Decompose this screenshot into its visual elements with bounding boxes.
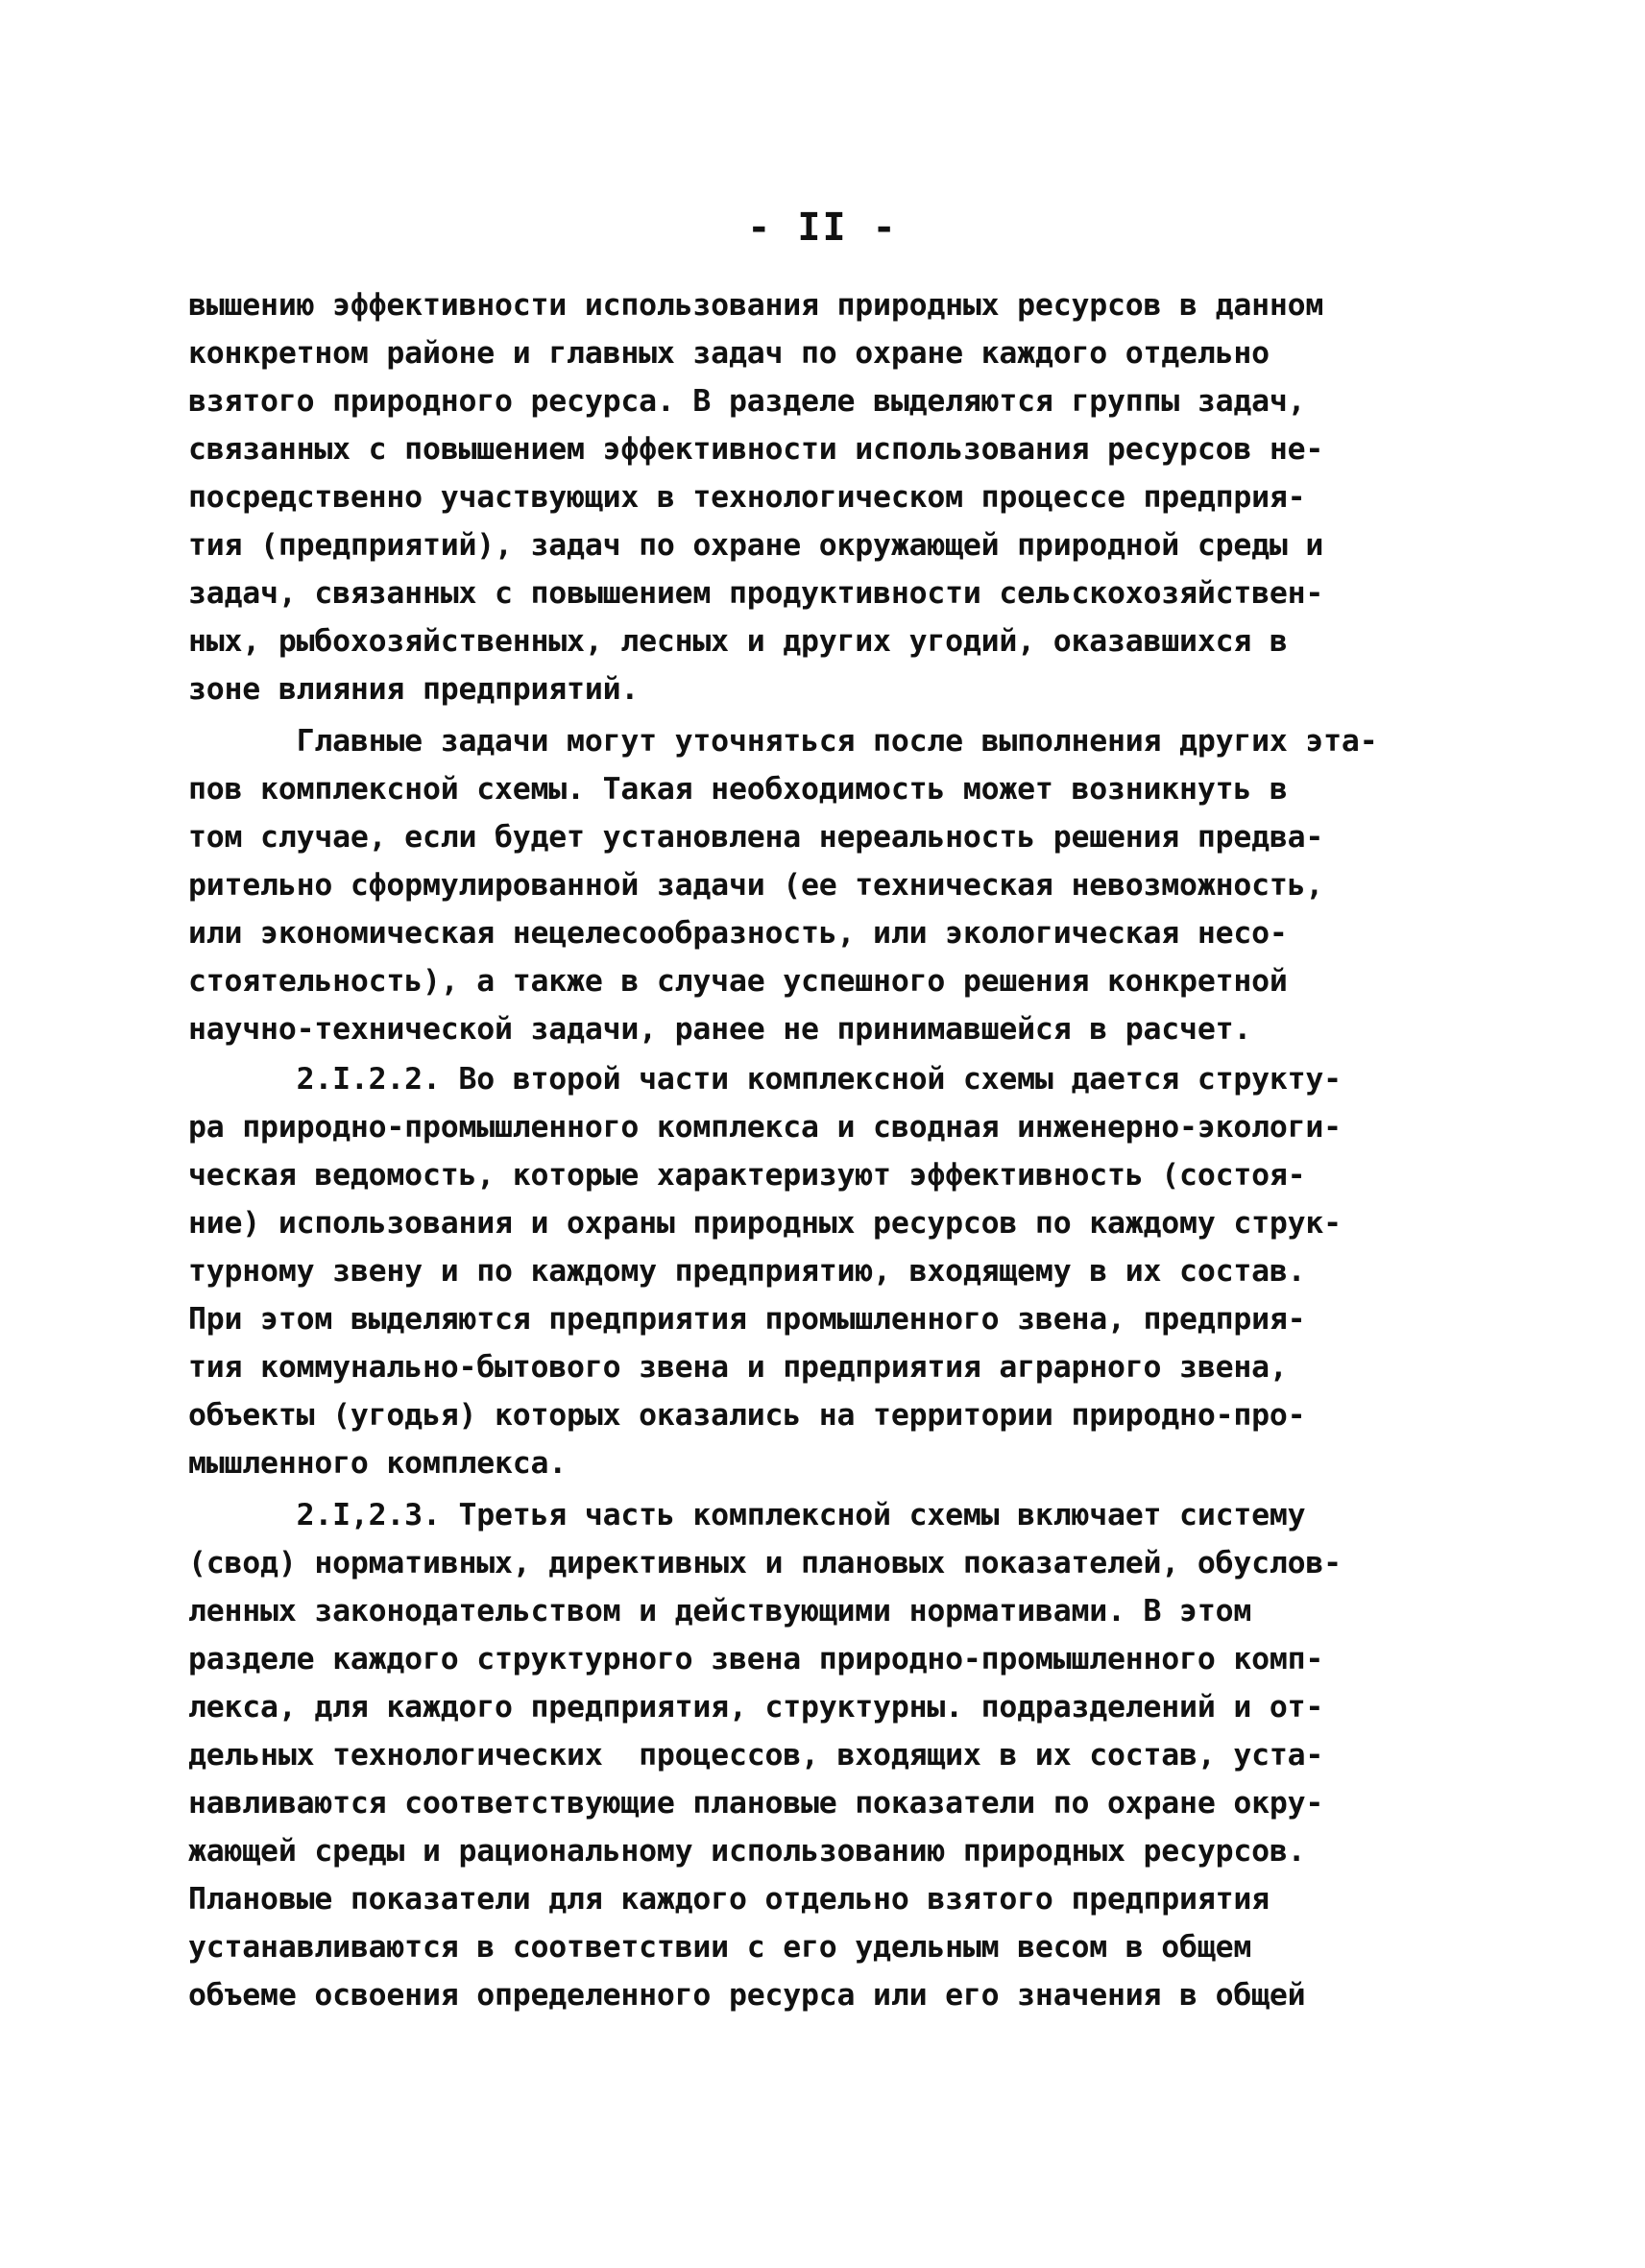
text-line: объекты (угодья) которых оказались на территории природно-про-	[188, 1398, 1306, 1433]
text-line: При этом выделяются предприятия промышленного звена, предприя-	[188, 1302, 1306, 1337]
text-line: научно-технической задачи, ранее не принимавшейся в расчет.	[188, 1012, 1252, 1047]
text-line: или экономическая нецелесообразность, или экологическая несо-	[188, 916, 1288, 951]
text-line: ных, рыбохозяйственных, лесных и других угодий, оказавшихся в	[188, 624, 1288, 659]
text-line: ленных законодательством и действующими нормативами. В этом	[188, 1594, 1252, 1629]
text-line: том случае, если будет установлена нереальность решения предва-	[188, 820, 1324, 855]
text-line: конкретном районе и главных задач по охране каждого отдельно	[188, 336, 1270, 371]
text-line: рительно сформулированной задачи (ее техническая невозможность,	[188, 868, 1324, 903]
text-line: связанных с повышением эффективности использования ресурсов не-	[188, 432, 1324, 467]
text-line: тия коммунально-бытового звена и предприятия аграрного звена,	[188, 1350, 1288, 1385]
text-line: взятого природного ресурса. В разделе выделяются группы задач,	[188, 384, 1306, 419]
text-line: Главные задачи могут уточняться после выполнения других эта-	[188, 724, 1378, 759]
text-line: мышленного комплекса.	[188, 1446, 568, 1481]
text-line: вышению эффективности использования природных ресурсов в данном	[188, 288, 1324, 323]
text-line: объеме освоения определенного ресурса или его значения в общей	[188, 1978, 1306, 2013]
text-line: зоне влияния предприятий.	[188, 672, 640, 707]
text-line: лекса, для каждого предприятия, структурны. подразделений и от-	[188, 1690, 1324, 1725]
text-line: тия (предприятий), задач по охране окружающей природной среды и	[188, 528, 1324, 563]
text-line: Плановые показатели для каждого отдельно взятого предприятия	[188, 1882, 1270, 1917]
text-line: 2.I.2.2. Во второй части комплексной схемы дается структу-	[188, 1062, 1342, 1097]
text-line: стоятельность), а также в случае успешного решения конкретной	[188, 964, 1288, 999]
page-number: - II -	[747, 205, 898, 250]
text-line: задач, связанных с повышением продуктивности сельскохозяйствен-	[188, 576, 1324, 611]
text-line: 2.I,2.3. Третья часть комплексной схемы включает систему	[188, 1498, 1306, 1532]
text-line: (свод) нормативных, директивных и плановых показателей, обуслов-	[188, 1546, 1342, 1580]
text-line: разделе каждого структурного звена природно-промышленного комп-	[188, 1642, 1324, 1677]
text-line: турному звену и по каждому предприятию, входящему в их состав.	[188, 1254, 1306, 1289]
text-line: устанавливаются в соответствии с его удельным весом в общем	[188, 1930, 1252, 1965]
text-line: пов комплексной схемы. Такая необходимость может возникнуть в	[188, 772, 1288, 807]
text-line: ра природно-промышленного комплекса и сводная инженерно-экологи-	[188, 1110, 1342, 1145]
text-line: ние) использования и охраны природных ресурсов по каждому струк-	[188, 1206, 1342, 1241]
text-line: дельных технологических процессов, входящих в их состав, уста-	[188, 1738, 1324, 1773]
text-line: навливаются соответствующие плановые показатели по охране окру-	[188, 1786, 1324, 1821]
text-line: посредственно участвующих в технологическом процессе предприя-	[188, 480, 1306, 515]
text-line: жающей среды и рациональному использованию природных ресурсов.	[188, 1834, 1306, 1869]
text-line: ческая ведомость, которые характеризуют эффективность (состоя-	[188, 1158, 1306, 1193]
